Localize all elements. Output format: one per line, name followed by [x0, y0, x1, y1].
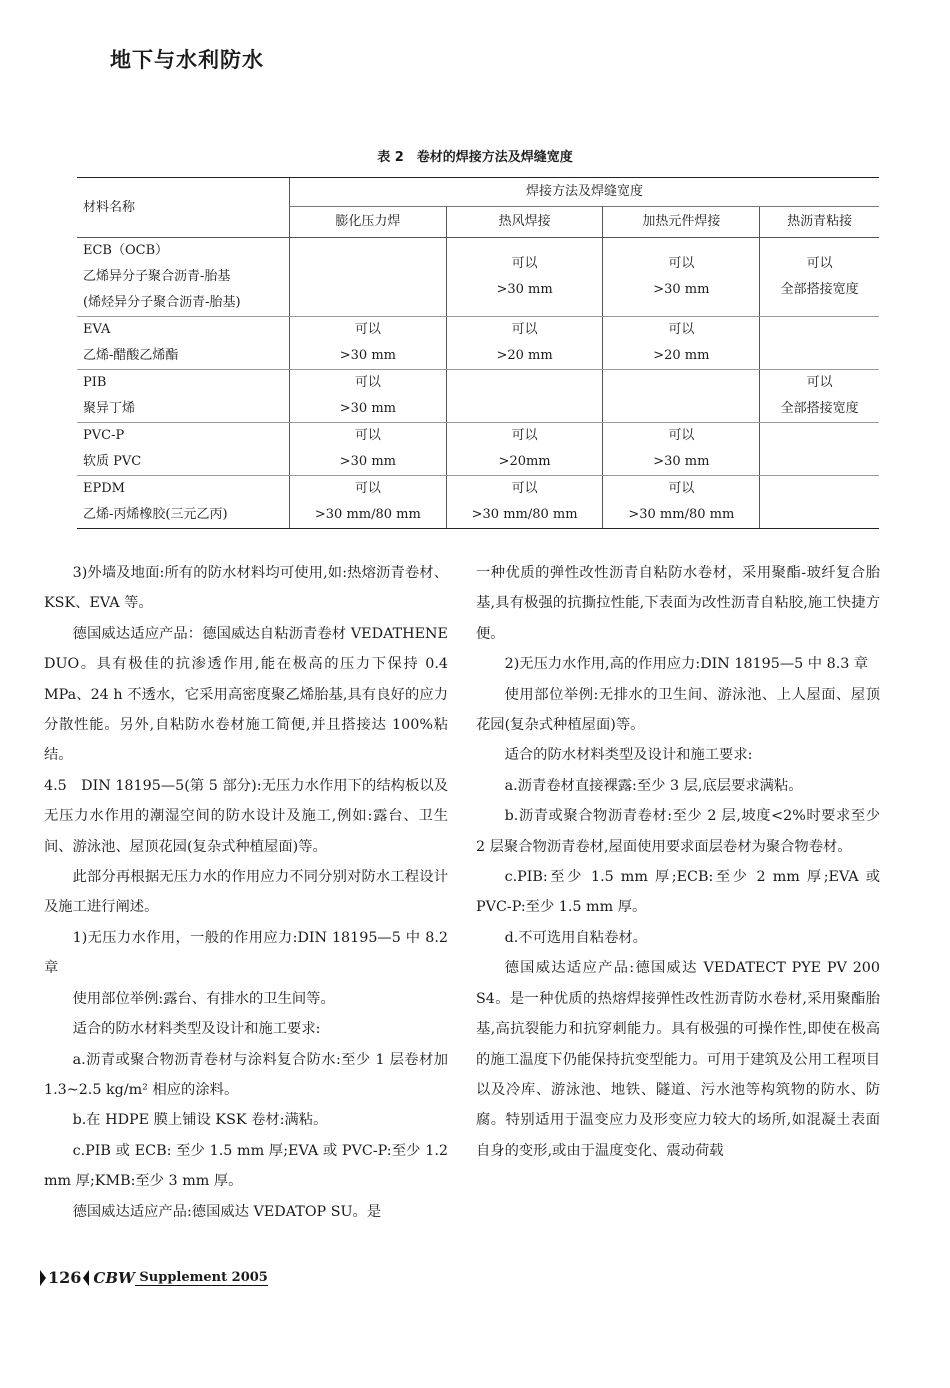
cell-line: 可以 [806, 256, 833, 271]
method-cell [290, 370, 447, 423]
method-cell [603, 423, 760, 476]
method-cell [760, 423, 879, 476]
page-footer [40, 1268, 268, 1287]
method-cell [760, 476, 879, 529]
section-heading: 4.5 DIN 18195—5(第 5 部分):无压力水作用下的结构板以及无压力水作用的潮湿空间的防水设计及施工,例如:露台、卫生间、游泳池、屋顶花园(复杂式种植屋面)等。 [44, 777, 448, 855]
cell-line: >30 mm [653, 454, 710, 469]
paragraph: 3)外墙及地面:所有的防水材料均可使用,如:热熔沥青卷材、KSK、EVA 等。 [44, 565, 448, 612]
cell-line: >30 mm [496, 282, 553, 297]
cell-line: >20mm [498, 454, 551, 469]
material-line: 乙烯-醋酸乙烯酯 [83, 348, 179, 363]
cell-line: 可以 [354, 375, 381, 390]
paragraph: 德国威达适应产品:德国威达 VEDATECT PYE PV 200 S4。是一种优质的热熔焊接弹性改性沥青防水卷材,采用聚酯胎基,高抗裂能力和抗穿刺能力。具有极强的可操作性,即使在极高的施工温度下仍能保持抗变型能力。可用于建筑及公用工程项目以及冷库、游泳池、地铁、隧道、污水池等构筑物的防水、防腐。特别适用于温变应力及形变应力较大的场所,如混凝土表面自身的变形,或由于温度变化、震动荷载 [476, 960, 880, 1159]
cell-line: 可以 [511, 481, 538, 496]
material-line: PIB [83, 375, 107, 390]
method-cell [290, 238, 447, 317]
cell-line: >30 mm [339, 348, 396, 363]
material-cell [77, 238, 290, 317]
cell-line: >20 mm [496, 348, 553, 363]
material-column-header: 材料名称 [77, 178, 290, 238]
body-column-left [44, 558, 448, 1227]
paragraph: 适合的防水材料类型及设计和施工要求: [72, 1021, 321, 1038]
method-cell [290, 423, 447, 476]
material-line: ECB（OCB） [83, 243, 169, 258]
paragraph: 德国威达适应产品：德国威达自粘沥青卷材 VEDATHENE DUO。具有极佳的抗渗透作用,能在极高的压力下保持 0.4 MPa、24 h 不透水，它采用高密度聚乙烯胎基,具有良好的应力分散性能。另外,自粘防水卷材施工简便,并且搭接达 100%粘结。 [44, 625, 448, 764]
method-cell [760, 370, 879, 423]
method-cell [446, 238, 603, 317]
paragraph: 使用部位举例:无排水的卫生间、游泳池、上人屋面、屋顶花园(复杂式种植屋面)等。 [476, 686, 880, 734]
table-row [77, 423, 879, 476]
section-header: 地下与水利防水 [110, 48, 264, 72]
table-row [77, 238, 879, 317]
material-cell [77, 476, 290, 529]
method-cell [603, 370, 760, 423]
method-header: 热风焊接 [446, 207, 603, 238]
cell-line: >30 mm/80 mm [628, 507, 735, 522]
method-header: 热沥青粘接 [760, 207, 879, 238]
cell-line: 可以 [354, 428, 381, 443]
cell-line: >30 mm/80 mm [314, 507, 421, 522]
cell-line: 可以 [511, 256, 538, 271]
paragraph: c.PIB:至少 1.5 mm 厚;ECB:至少 2 mm 厚;EVA 或 PVC-P:至少 1.5 mm 厚。 [476, 869, 880, 916]
paragraph: 2)无压力水作用,高的作用应力:DIN 18195—5 中 8.3 章 [504, 656, 869, 673]
cell-line: >30 mm [339, 401, 396, 416]
cell-line: 可以 [511, 428, 538, 443]
cell-line: 全部搭接宽度 [780, 401, 859, 416]
method-cell [603, 238, 760, 317]
table-title: 表 2 卷材的焊接方法及焊缝宽度 [377, 150, 573, 165]
method-header: 膨化压力焊 [290, 207, 447, 238]
cell-line: >30 mm [653, 282, 710, 297]
method-group-header: 焊接方法及焊缝宽度 [290, 178, 880, 207]
method-cell [446, 476, 603, 529]
cell-line: 可以 [668, 481, 695, 496]
table-row [77, 317, 879, 370]
paragraph: a.沥青卷材直接裸露:至少 3 层,底层要求满粘。 [504, 777, 803, 794]
paragraph: 德国威达适应产品:德国威达 VEDATOP SU。是 [72, 1203, 382, 1220]
cell-line: 可以 [511, 322, 538, 337]
paragraph: 使用部位举例:露台、有排水的卫生间等。 [72, 990, 335, 1007]
material-line: 软质 PVC [83, 454, 142, 469]
paragraph: 此部分再根据无压力水的作用应力不同分别对防水工程设计及施工进行阐述。 [44, 869, 448, 916]
material-line: 聚异丁烯 [83, 401, 136, 416]
body-column-right [476, 558, 880, 1166]
publication-issue [135, 1270, 268, 1286]
table-row [77, 370, 879, 423]
method-cell [290, 317, 447, 370]
triangle-right-icon [40, 1270, 46, 1286]
page-number: 126 [48, 1268, 82, 1287]
material-cell [77, 370, 290, 423]
material-line: EPDM [83, 481, 125, 496]
material-line: (烯烃异分子聚合沥青-胎基) [83, 295, 241, 310]
material-line: EVA [83, 322, 111, 337]
cell-line: 全部搭接宽度 [780, 282, 859, 297]
method-cell [603, 317, 760, 370]
cell-line: 可以 [806, 375, 833, 390]
paragraph: a.沥青或聚合物沥青卷材与涂料复合防水:至少 1 层卷材加 1.3~2.5 kg/m² 相应的涂料。 [44, 1051, 448, 1098]
cell-line: 可以 [354, 322, 381, 337]
method-cell [446, 317, 603, 370]
paragraph: 一种优质的弹性改性沥青自粘防水卷材，采用聚酯-玻纤复合胎基,具有极强的抗撕拉性能,下表面为改性沥青自粘胶,施工快捷方便。 [476, 565, 880, 642]
welding-table [77, 177, 879, 529]
table-row [77, 476, 879, 529]
cell-line: 可以 [668, 322, 695, 337]
material-cell [77, 423, 290, 476]
cell-line: >30 mm/80 mm [471, 507, 578, 522]
paragraph: 1)无压力水作用，一般的作用应力:DIN 18195—5 中 8.2 章 [44, 929, 448, 977]
method-header: 加热元件焊接 [603, 207, 760, 238]
cell-line: 可以 [668, 256, 695, 271]
method-cell [760, 317, 879, 370]
cell-line: 可以 [354, 481, 381, 496]
method-cell [446, 423, 603, 476]
material-line: 乙烯异分子聚合沥青-胎基 [83, 269, 231, 284]
cell-line: >20 mm [653, 348, 710, 363]
material-line: PVC-P [83, 428, 125, 443]
triangle-left-icon [83, 1270, 89, 1286]
material-line: 乙烯-丙烯橡胶(三元乙丙) [83, 507, 228, 522]
method-cell [760, 238, 879, 317]
publication-name: CBW [93, 1268, 135, 1287]
paragraph: b.在 HDPE 膜上铺设 KSK 卷材:满粘。 [72, 1112, 328, 1129]
material-cell [77, 317, 290, 370]
method-cell [290, 476, 447, 529]
paragraph: d.不可选用自粘卷材。 [504, 929, 647, 946]
method-cell [603, 476, 760, 529]
cell-line: >30 mm [339, 454, 396, 469]
cell-line: 可以 [668, 428, 695, 443]
publication-issue-text: Supplement 2005 [139, 1269, 268, 1285]
paragraph: c.PIB 或 ECB: 至少 1.5 mm 厚;EVA 或 PVC-P:至少 1.2 mm 厚;KMB:至少 3 mm 厚。 [44, 1142, 448, 1190]
method-cell [446, 370, 603, 423]
paragraph: b.沥青或聚合物沥青卷材:至少 2 层,坡度<2%时要求至少 2 层聚合物沥青卷材,屋面使用要求面层卷材为聚合物卷材。 [476, 808, 880, 855]
paragraph: 适合的防水材料类型及设计和施工要求: [504, 747, 753, 764]
